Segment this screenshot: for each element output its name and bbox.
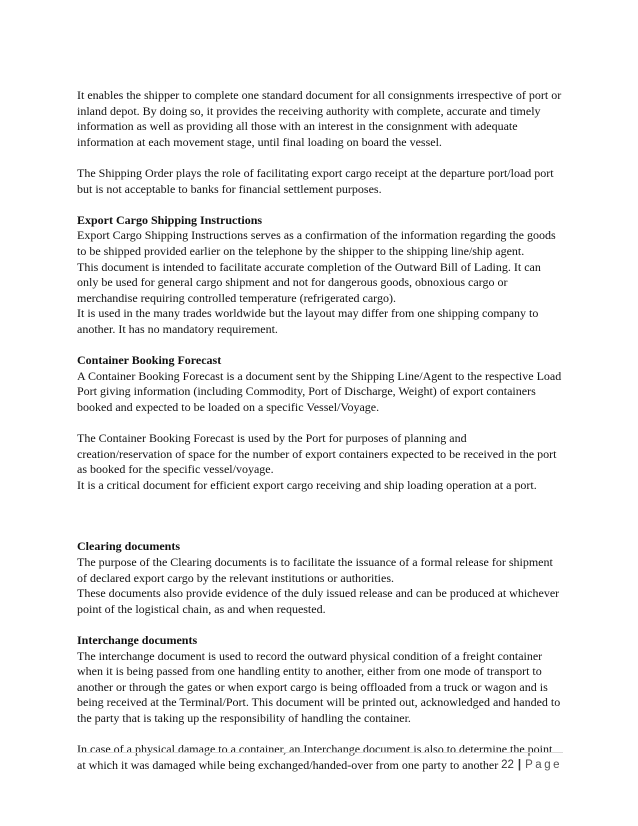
page-footer xyxy=(501,759,562,771)
footer-divider xyxy=(77,752,563,753)
page-number: 22 xyxy=(501,759,514,771)
clearing-paragraph-1: The purpose of the Clearing documents is to facilitate the issuance of a formal release for shipment of declared export cargo by the relevant institutions or authorities. xyxy=(77,555,553,585)
footer-separator: | xyxy=(517,759,522,771)
interchange-paragraph-1: The interchange document is used to record the outward physical condition of a freight container when it is being passed from one handling entity to another, either from one mode of transport to another or through the gates or when export cargo is being offloaded from a truck or wagon and is being received at the Terminal/Port. This document will be printed out, acknowledged and handed to the party that is taking up the responsibility of handling the container. xyxy=(77,648,561,725)
intro-paragraph-1: It enables the shipper to complete one standard document for all consignments irrespective of port or inland depot. By doing so, it provides the receiving authority with complete, accurate and timely information as well as providing all those with an interest in the consignment with adequate information at each movement stage, until final loading on board the vessel. xyxy=(77,88,562,149)
page-label: Page xyxy=(525,759,562,771)
section-heading-interchange: Interchange documents xyxy=(77,633,198,647)
export-cargo-paragraph-3: It is used in the many trades worldwide but the layout may differ from one shipping company to another. It has no mandatory requirement. xyxy=(77,306,539,336)
container-booking-paragraph-2: The Container Booking Forecast is used by the Port for purposes of planning and creation/reservation of space for the number of export containers expected to be received in the port as booked for the specific vessel/voyage. xyxy=(77,431,557,477)
page-body xyxy=(77,88,563,773)
intro-paragraph-2: The Shipping Order plays the role of facilitating export cargo receipt at the departure port/load port but is not acceptable to banks for financial settlement purposes. xyxy=(77,165,554,196)
export-cargo-paragraph-1: Export Cargo Shipping Instructions serves as a confirmation of the information regarding the goods to be shipped provided earlier on the telephone by the shipper to the shipping line/ship agent. xyxy=(77,228,556,258)
container-booking-paragraph-1: A Container Booking Forecast is a document sent by the Shipping Line/Agent to the respective Load Port giving information (including Commodity, Port of Discharge, Weight) of export containers booked and expected to be loaded on a specific Vessel/Voyage. xyxy=(77,368,562,414)
section-heading-clearing: Clearing documents xyxy=(77,539,180,554)
interchange-paragraph-2: In case of a physical damage to a container, an Interchange document is also to determine the point at which it was damaged while being exchanged/handed-over from one party to another xyxy=(77,742,553,772)
export-cargo-paragraph-2: This document is intended to facilitate accurate completion of the Outward Bill of Lading. It can only be used for general cargo shipment and not for dangerous goods, obnoxious cargo or merchandise requiring controlled temperature (refrigerated cargo). xyxy=(77,259,541,305)
container-booking-paragraph-3: It is a critical document for efficient export cargo receiving and ship loading operation at a port. xyxy=(77,477,537,492)
section-heading-container-booking: Container Booking Forecast xyxy=(77,353,222,368)
section-heading-export-cargo: Export Cargo Shipping Instructions xyxy=(77,212,263,227)
clearing-paragraph-2: These documents also provide evidence of the duly issued release and can be produced at whichever point of the logistical chain, as and when requested. xyxy=(77,586,560,616)
